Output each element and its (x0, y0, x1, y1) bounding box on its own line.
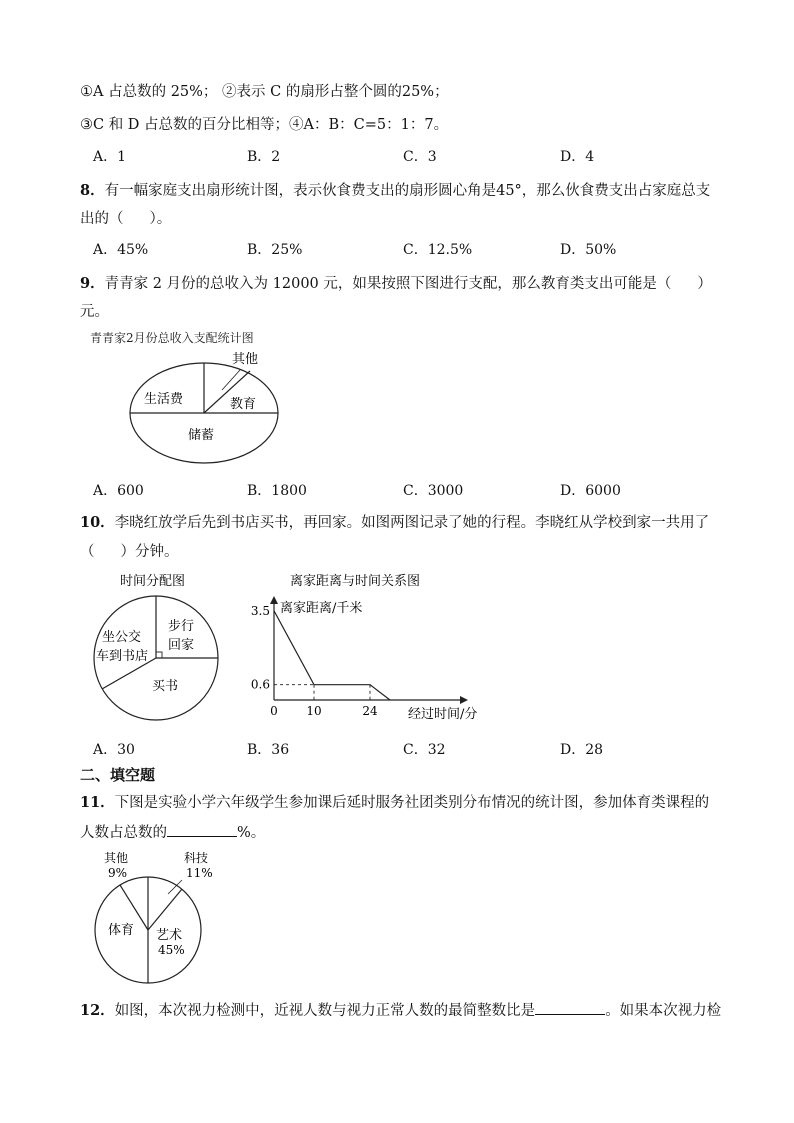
q11-label-tech-pct: 11% (186, 866, 213, 880)
q10-x-tick-10: 10 (306, 704, 322, 718)
q10-text-2b: ）分钟。 (120, 544, 179, 560)
q7-option-a[interactable]: A．1 (93, 149, 127, 165)
q8-line1 (80, 179, 710, 200)
q10-x-tick-24: 24 (362, 704, 378, 718)
q9-option-c[interactable]: C．3000 (403, 483, 464, 499)
q9-leader-line (222, 370, 240, 390)
q10-distance-line (274, 611, 390, 700)
q9-line1 (80, 272, 712, 293)
q9-text-close: ） (697, 276, 712, 292)
q10-y-axis-arrow (270, 596, 278, 604)
q9-ellipse-chart (80, 326, 340, 476)
q11-text-2b: %。 (237, 825, 266, 841)
q11-label-sports: 体育 (108, 923, 135, 938)
q12-text-1a: 如图，本次视力检测中，近视人数与视力正常人数的最简整数比是 (114, 1003, 536, 1019)
q10-option-c[interactable]: C．32 (403, 742, 446, 758)
q10-y-tick-0.6: 0.6 (250, 677, 270, 692)
q10-text: 李晓红放学后先到书店买书，再回家。如图两图记录了她的行程。李晓红从学校到家一共用了 (114, 515, 710, 531)
q11-line1 (80, 791, 709, 812)
q9-option-b[interactable]: B．1800 (247, 483, 307, 499)
q11-label-tech: 科技 (184, 851, 209, 865)
q12-text-1b: 。如果本次视力检 (605, 1003, 722, 1019)
q10-option-b[interactable]: B．36 (247, 742, 290, 758)
q12-line1 (80, 999, 721, 1020)
q8-option-a[interactable]: A．45% (93, 242, 149, 258)
q10-line1 (80, 511, 709, 532)
q10-line2 (80, 540, 179, 561)
q9-text: 青青家 2 月份的总收入为 12000 元，如果按照下图进行支配，那么教育类支出可能是（ (104, 276, 672, 292)
q10-pie-label-walk2: 回家 (168, 638, 195, 653)
q10-pie-label-walk1: 步行 (168, 619, 195, 634)
q11-pie-divider-3 (148, 889, 182, 930)
q10-y-tick-3.5: 3.5 (250, 603, 270, 618)
q7-option-c[interactable]: C．3 (403, 149, 437, 165)
q11-club-pie (88, 848, 238, 988)
q12-number: 12． (80, 1002, 115, 1019)
q10-pie-label-bus1: 坐公交 (102, 630, 142, 645)
q11-number: 11． (80, 794, 115, 811)
section-fill-blank-title: 二、填空题 (80, 766, 156, 784)
q9-number: 9． (80, 275, 105, 292)
q7-statements-line2: ③C 和 D 占总数的百分比相等；④A：B：C=5：1：7。 (80, 117, 449, 133)
q10-number: 10． (80, 514, 115, 531)
q8-line2 (80, 207, 171, 228)
q10-distance-time-chart (250, 568, 500, 728)
q10-option-a[interactable]: A．30 (93, 742, 135, 758)
q8-option-d[interactable]: D．50% (560, 242, 617, 258)
q9-option-d[interactable]: D．6000 (560, 483, 621, 499)
q10-pie-label-buybook: 买书 (152, 679, 179, 694)
q10-x-tick-0: 0 (270, 704, 278, 718)
q11-answer-blank[interactable] (167, 822, 237, 837)
q10-time-pie (90, 568, 240, 728)
q10-chart-title: 离家距离与时间关系图 (290, 574, 421, 589)
q10-option-d[interactable]: D．28 (560, 742, 604, 758)
q10-x-axis-arrow (460, 696, 468, 704)
q10-chart-xlabel: 经过时间/分 (408, 707, 478, 722)
q8-option-c[interactable]: C．12.5% (403, 242, 473, 258)
q9-option-a[interactable]: A．600 (93, 483, 144, 499)
q10-text-2a: （ (80, 544, 95, 560)
q9-label-education: 教育 (230, 397, 257, 412)
q12-answer-blank[interactable] (535, 1000, 605, 1015)
q11-text: 下图是实验小学六年级学生参加课后延时服务社团类别分布情况的统计图，参加体育类课程的 (114, 795, 710, 811)
q7-option-d[interactable]: D．4 (560, 149, 595, 165)
q9-chart-title: 青青家2月份总收入支配统计图 (90, 331, 254, 345)
q9-label-other: 其他 (232, 352, 259, 367)
q9-line2: 元。 (80, 304, 109, 320)
q8-text-2b: ）。 (149, 211, 172, 227)
q10-chart-ylabel: 离家距离/千米 (280, 601, 363, 616)
q8-number: 8． (80, 182, 105, 199)
q10-right-angle-mark (156, 652, 162, 658)
q10-pie-title: 时间分配图 (120, 574, 186, 589)
q11-text-2a: 人数占总数的 (80, 825, 167, 841)
q8-option-b[interactable]: B．25% (247, 242, 303, 258)
q11-label-art: 艺术 (156, 928, 183, 943)
q8-text: 有一幅家庭支出扇形统计图，表示伙食费支出的扇形圆心角是45°，那么伙食费支出占家庭总支 (104, 183, 711, 199)
q11-label-other-pct: 9% (108, 866, 128, 880)
q10-pie-label-bus2: 车到书店 (96, 649, 149, 664)
q11-line2 (80, 821, 265, 842)
q9-label-living: 生活费 (144, 392, 184, 407)
q11-label-other: 其他 (104, 851, 129, 865)
q7-option-b[interactable]: B．2 (247, 149, 281, 165)
q8-text-2a: 出的（ (80, 211, 124, 227)
q11-label-art-pct: 45% (158, 943, 185, 957)
q7-statements-line1: ①A 占总数的 25%； ②表示 C 的扇形占整个圆的25%； (80, 84, 449, 100)
q9-label-savings: 储蓄 (188, 428, 215, 443)
